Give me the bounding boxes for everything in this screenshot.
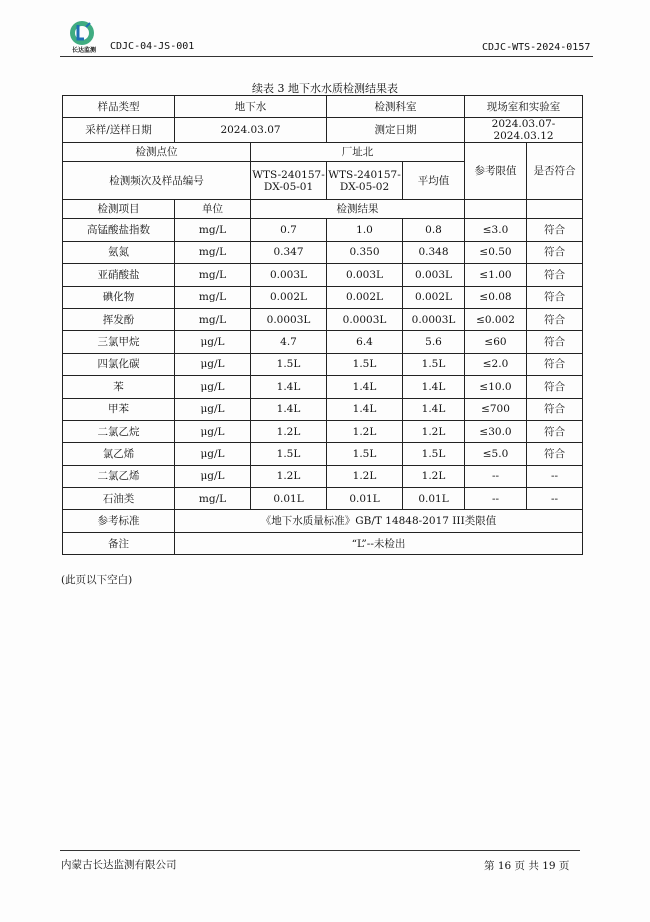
cell-limit: -- (465, 465, 527, 487)
cell-unit: μg/L (175, 443, 251, 465)
cell-value-1: 4.7 (251, 331, 327, 353)
cell-average: 0.8 (403, 219, 465, 241)
cell-unit: mg/L (175, 286, 251, 308)
table-row (63, 241, 583, 263)
cell-value-2: 0.0003L (327, 308, 403, 330)
table-row (63, 264, 583, 286)
footer-page: 第 16 页 共 19 页 (484, 860, 570, 872)
cell-average: 1.5L (403, 443, 465, 465)
cell-compliant: 符合 (527, 308, 583, 330)
table-row (63, 420, 583, 442)
sample-type-value: 地下水 (175, 96, 327, 118)
limit-header: 参考限值 (465, 143, 527, 200)
cell-value-1: 0.347 (251, 241, 327, 263)
cell-compliant: -- (527, 465, 583, 487)
table-row (63, 286, 583, 308)
cell-average: 0.002L (403, 286, 465, 308)
cell-item: 甲苯 (63, 398, 175, 420)
remark-label: 备注 (63, 532, 175, 554)
cell-limit: ≤1.00 (465, 264, 527, 286)
cell-item: 二氯乙烯 (63, 465, 175, 487)
cell-value-2: 1.5L (327, 443, 403, 465)
info-row-1 (63, 96, 583, 118)
cell-item: 石油类 (63, 488, 175, 510)
cell-value-1: 0.0003L (251, 308, 327, 330)
test-date-label: 测定日期 (327, 118, 465, 143)
cell-value-1: 1.5L (251, 353, 327, 375)
cell-compliant: 符合 (527, 241, 583, 263)
cell-value-1: 1.2L (251, 420, 327, 442)
cell-item: 高锰酸盐指数 (63, 219, 175, 241)
reference-row (63, 510, 583, 532)
cell-compliant: 符合 (527, 420, 583, 442)
cell-unit: mg/L (175, 264, 251, 286)
cell-value-2: 1.0 (327, 219, 403, 241)
cell-limit: -- (465, 488, 527, 510)
results-table (62, 95, 583, 555)
cell-compliant: 符合 (527, 376, 583, 398)
cell-value-2: 0.350 (327, 241, 403, 263)
cell-limit: ≤700 (465, 398, 527, 420)
cell-value-2: 0.002L (327, 286, 403, 308)
test-date-value: 2024.03.07-2024.03.12 (465, 118, 583, 143)
table-row (63, 331, 583, 353)
cell-compliant: 符合 (527, 219, 583, 241)
cell-unit: mg/L (175, 219, 251, 241)
cell-compliant: 符合 (527, 331, 583, 353)
cell-average: 0.01L (403, 488, 465, 510)
cell-average: 1.4L (403, 398, 465, 420)
cell-limit: ≤10.0 (465, 376, 527, 398)
cell-limit: ≤60 (465, 331, 527, 353)
blank-note: (此页以下空白) (61, 574, 133, 586)
cell-unit: μg/L (175, 353, 251, 375)
sample-type-label: 样品类型 (63, 96, 175, 118)
cell-compliant: 符合 (527, 264, 583, 286)
cell-average: 1.4L (403, 376, 465, 398)
cell-limit: ≤5.0 (465, 443, 527, 465)
cell-unit: mg/L (175, 488, 251, 510)
sample-id-2: WTS-240157-DX-05-02 (327, 162, 403, 200)
cell-item: 二氯乙烷 (63, 420, 175, 442)
cell-unit: μg/L (175, 465, 251, 487)
info-row-2 (63, 118, 583, 143)
cell-average: 1.2L (403, 420, 465, 442)
cell-unit: mg/L (175, 308, 251, 330)
cell-value-1: 0.7 (251, 219, 327, 241)
cell-value-2: 0.003L (327, 264, 403, 286)
cell-compliant: -- (527, 488, 583, 510)
cell-average: 5.6 (403, 331, 465, 353)
report-number: CDJC-WTS-2024-0157 (482, 42, 591, 53)
logo-text: 长达监测 (71, 47, 96, 54)
dept-value: 现场室和实验室 (465, 96, 583, 118)
cell-item: 氯乙烯 (63, 443, 175, 465)
average-header: 平均值 (403, 162, 465, 200)
cell-value-1: 0.01L (251, 488, 327, 510)
remark-text: “L”--未检出 (175, 532, 583, 554)
dept-label: 检测科室 (327, 96, 465, 118)
sample-id-1: WTS-240157-DX-05-01 (251, 162, 327, 200)
cell-average: 0.003L (403, 264, 465, 286)
unit-header: 单位 (175, 200, 251, 219)
table-row (63, 488, 583, 510)
cell-limit: ≤3.0 (465, 219, 527, 241)
column-header-row (63, 200, 583, 219)
table-row (63, 398, 583, 420)
cell-average: 0.0003L (403, 308, 465, 330)
cell-value-1: 0.003L (251, 264, 327, 286)
cell-value-1: 1.4L (251, 376, 327, 398)
sampling-date-value: 2024.03.07 (175, 118, 327, 143)
cell-value-2: 1.5L (327, 353, 403, 375)
cell-value-2: 6.4 (327, 331, 403, 353)
cell-unit: μg/L (175, 376, 251, 398)
cell-compliant: 符合 (527, 398, 583, 420)
table-row (63, 443, 583, 465)
cell-average: 1.2L (403, 465, 465, 487)
reference-label: 参考标准 (63, 510, 175, 532)
table-row (63, 376, 583, 398)
freq-label: 检测频次及样品编号 (63, 162, 251, 200)
cell-value-2: 1.4L (327, 376, 403, 398)
cell-item: 亚硝酸盐 (63, 264, 175, 286)
header-divider (60, 56, 593, 57)
cell-average: 1.5L (403, 353, 465, 375)
table-title: 续表 3 地下水水质检测结果表 (252, 82, 398, 95)
cell-unit: μg/L (175, 398, 251, 420)
cell-value-2: 1.4L (327, 398, 403, 420)
point-value: 厂址北 (251, 143, 465, 162)
cell-limit: ≤0.08 (465, 286, 527, 308)
cell-value-1: 1.2L (251, 465, 327, 487)
cell-item: 四氯化碳 (63, 353, 175, 375)
cell-value-2: 1.2L (327, 420, 403, 442)
point-label: 检测点位 (63, 143, 251, 162)
cell-item: 碘化物 (63, 286, 175, 308)
sampling-date-label: 采样/送样日期 (63, 118, 175, 143)
cell-item: 挥发酚 (63, 308, 175, 330)
footer-divider (60, 850, 580, 851)
table-row (63, 465, 583, 487)
footer-company: 内蒙古长达监测有限公司 (61, 859, 177, 871)
cell-value-1: 1.5L (251, 443, 327, 465)
item-header: 检测项目 (63, 200, 175, 219)
cell-compliant: 符合 (527, 443, 583, 465)
table-row (63, 308, 583, 330)
cell-compliant: 符合 (527, 353, 583, 375)
table-row (63, 353, 583, 375)
cell-value-1: 1.4L (251, 398, 327, 420)
cell-average: 0.348 (403, 241, 465, 263)
doc-code: CDJC-04-JS-001 (110, 41, 195, 52)
point-row (63, 143, 583, 162)
results-header: 检测结果 (251, 200, 465, 219)
cell-value-2: 0.01L (327, 488, 403, 510)
cell-item: 氨氮 (63, 241, 175, 263)
cell-limit: ≤30.0 (465, 420, 527, 442)
cell-item: 苯 (63, 376, 175, 398)
cell-unit: mg/L (175, 241, 251, 263)
cell-limit: ≤2.0 (465, 353, 527, 375)
remark-row (63, 532, 583, 554)
cell-value-1: 0.002L (251, 286, 327, 308)
cell-limit: ≤0.002 (465, 308, 527, 330)
table-row (63, 219, 583, 241)
cell-compliant: 符合 (527, 286, 583, 308)
compliant-header: 是否符合 (527, 143, 583, 200)
reference-text: 《地下水质量标准》GB/T 14848-2017 III类限值 (175, 510, 583, 532)
cell-unit: μg/L (175, 331, 251, 353)
cell-limit: ≤0.50 (465, 241, 527, 263)
cell-value-2: 1.2L (327, 465, 403, 487)
cell-unit: μg/L (175, 420, 251, 442)
cell-item: 三氯甲烷 (63, 331, 175, 353)
